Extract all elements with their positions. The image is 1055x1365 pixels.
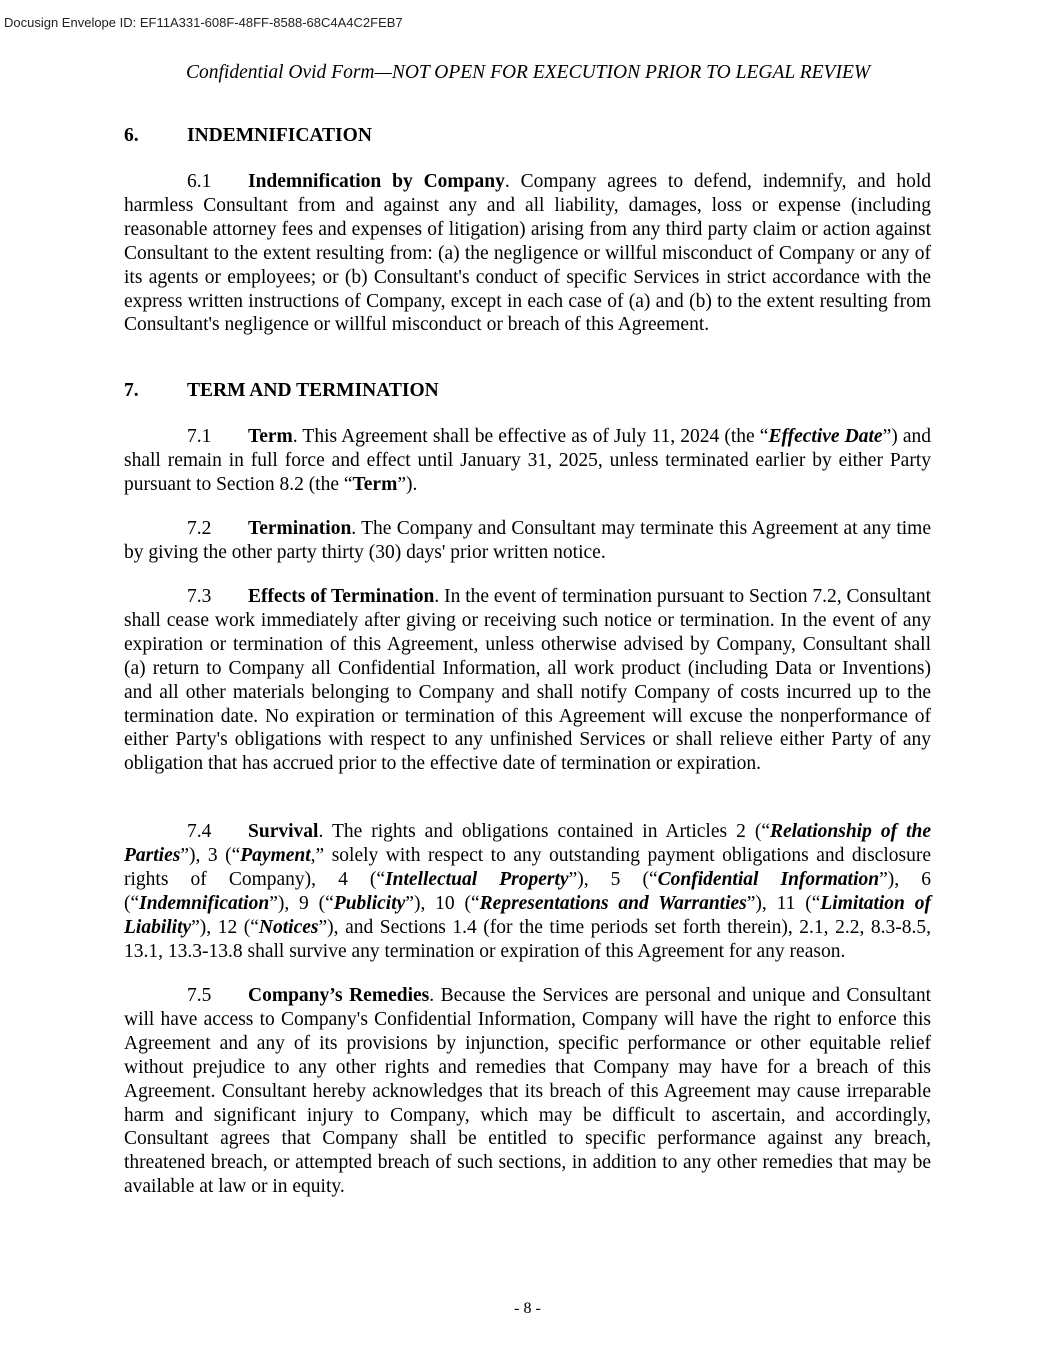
clause-number: 7.4 [187, 821, 212, 842]
article-reference: Representations and Warranties [479, 892, 747, 914]
clause-text: ”), 10 (“ [405, 892, 480, 914]
clause-title: Termination [248, 518, 352, 539]
clause-number: 7.2 [187, 518, 212, 539]
section-title: TERM AND TERMINATION [187, 380, 439, 401]
clause-text: . In the event of termination pursuant to Section 7.2, Consultant shall cease work immediately after giving or receiving such notice or termination. In the event of any expiration or termination of this Agreement, unless otherwise advised by Company, Consultant shall (a) return to Company all Confidential Information, all work product (including Data or Inventions) and all other materials belonging to Company and shall notify Company of costs incurred up to the termination date. No expiration or termination of this Agreement will excuse the nonperformance of either Party's obligations with respect to any unfinished Services or shall relieve either Party of any obligation that has accrued prior to the effective date of termination or expiration. [124, 586, 931, 775]
article-reference: Notices [258, 916, 319, 938]
clause-title: Effects of Termination [248, 586, 435, 607]
section-number: 6. [124, 125, 139, 146]
clause-text: ”), 6 (“ [124, 868, 931, 914]
article-reference: Limitation of Liability [124, 892, 931, 938]
docusign-envelope-id: Docusign Envelope ID: EF11A331-608F-48FF-8588-68C4A4C2FEB7 [4, 15, 403, 30]
article-reference: Confidential Information [657, 868, 880, 890]
section-title: INDEMNIFICATION [187, 125, 372, 146]
clause-text: ,” solely with respect to any outstanding payment obligations and disclosure rights of Company), 4 (“ [124, 844, 931, 890]
clause-7-1 [124, 425, 931, 497]
clause-title: Survival [248, 821, 319, 842]
clause-text: ”), 11 (“ [746, 892, 821, 914]
clause-title: Term [248, 426, 293, 447]
clause-text: ”), 3 (“ [180, 844, 241, 866]
article-reference: Publicity [333, 892, 406, 914]
clause-text: ”), 5 (“ [568, 868, 658, 890]
clause-7-3 [124, 585, 931, 776]
clause-text: ”) and shall remain in full force and effect until January 31, 2025, unless terminated earlier by either Party pursuant to Section 8.2 (the “ [124, 426, 931, 495]
confidential-header: Confidential Ovid Form—NOT OPEN FOR EXECUTION PRIOR TO LEGAL REVIEW [186, 62, 871, 83]
article-reference: Relationship of the Parties [124, 821, 931, 866]
clause-text: . Company agrees to defend, indemnify, and hold harmless Consultant from and against any and all liability, damages, loss or expense (including reasonable attorney fees and expenses of litigation) arising from any third party claim or action against Consultant to the extent resulting from: (a) the negligence or willful misconduct of Company or any of its agents or employees; or (b) Consultant's conduct of specific Services in strict accordance with the express written instructions of Company, except in each case of (a) and (b) to the extent resulting from Consultant's negligence or willful misconduct or breach of this Agreement. [124, 171, 932, 336]
article-reference: Indemnification [139, 892, 270, 914]
defined-term: Effective Date [768, 426, 883, 447]
section-6-heading [124, 125, 372, 147]
clause-number: 7.1 [187, 426, 212, 447]
clause-title: Company’s Remedies [248, 985, 430, 1006]
article-reference: Intellectual Property [385, 868, 569, 890]
clause-7-2 [124, 517, 931, 565]
clause-7-5 [124, 984, 931, 1199]
clause-text: . The Company and Consultant may terminate this Agreement at any time by giving the other party thirty (30) days' prior written notice. [124, 518, 931, 563]
clause-7-4 [124, 820, 931, 963]
clause-text: ”), 12 (“ [191, 916, 259, 938]
clause-text: ”), 9 (“ [269, 892, 334, 914]
clause-text: . This Agreement shall be effective as of July 11, 2024 (the “ [292, 426, 769, 447]
clause-6-1 [124, 170, 931, 337]
clause-number: 6.1 [187, 171, 212, 192]
clause-text: ”). [397, 473, 418, 495]
clause-title: Indemnification by Company [248, 171, 505, 192]
clause-number: 7.5 [187, 985, 212, 1006]
page-number: - 8 - [514, 1300, 541, 1317]
section-number: 7. [124, 380, 139, 401]
section-7-heading [124, 380, 439, 402]
clause-text: . Because the Services are personal and unique and Consultant will have access to Company's Confidential Information, Company will have the right to enforce this Agreement and any of its provisions by injunction, specific performance or other equitable relief without prejudice to any other rights and remedies that Company may have for a breach of this Agreement. Consultant hereby acknowledges that its breach of this Agreement may cause irreparable harm and significant injury to Company, which may be difficult to ascertain, and accordingly, Consultant agrees that Company shall be entitled to specific performance against any breach, threatened breach, or attempted breach of such sections, in addition to any other remedies that may be available at law or in equity. [124, 985, 931, 1198]
clause-text: . The rights and obligations contained in Articles 2 (“ [318, 821, 770, 842]
clause-text: ”), and Sections 1.4 (for the time periods set forth therein), 2.1, 2.2, 8.3-8.5, 13.1, 13.3-13.8 shall survive any termination or expiration of this Agreement for any reason. [124, 916, 931, 962]
clause-number: 7.3 [187, 586, 212, 607]
defined-term: Term [352, 473, 398, 495]
article-reference: Payment [240, 844, 311, 866]
